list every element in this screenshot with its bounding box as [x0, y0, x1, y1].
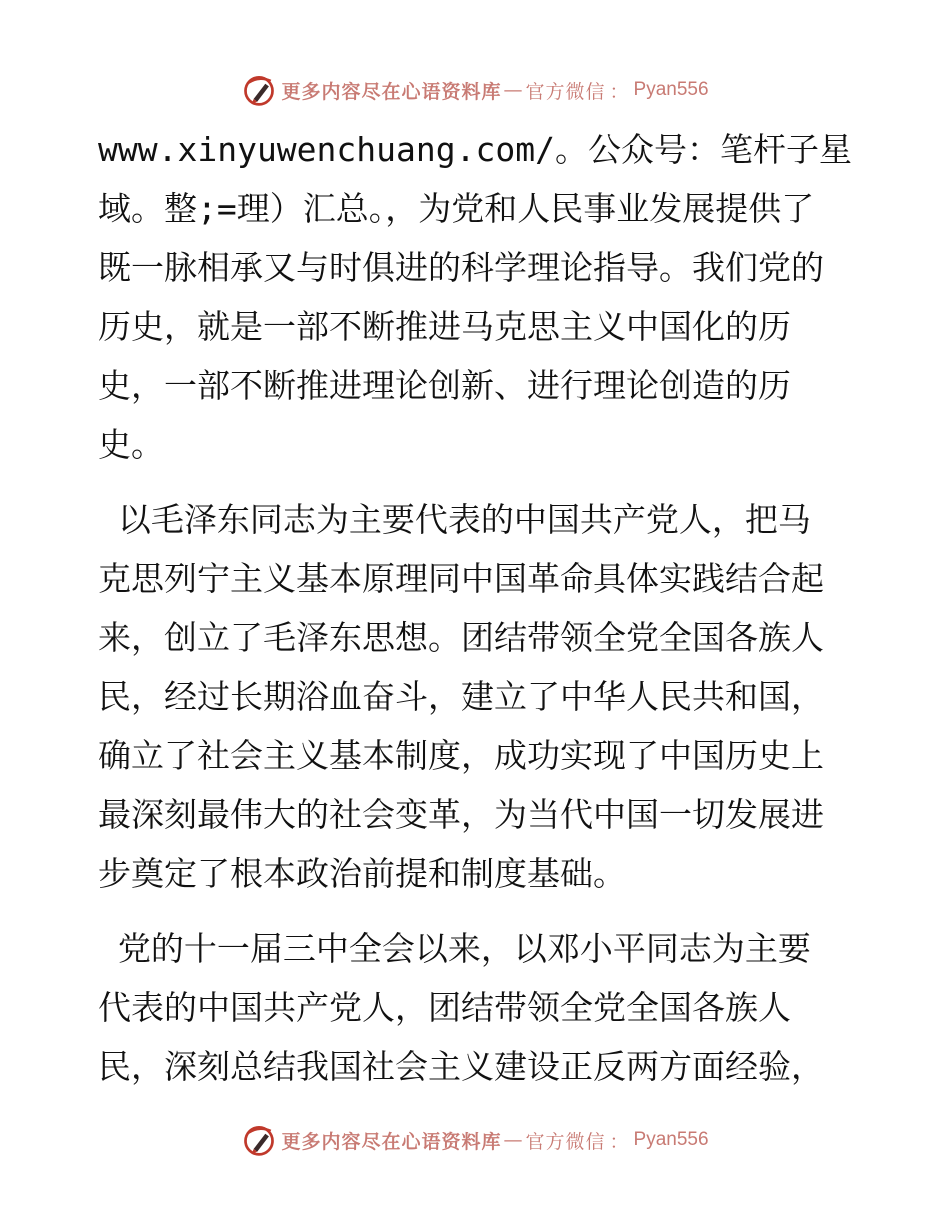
pen-logo-icon: [241, 1122, 277, 1158]
footer-separator: ：: [609, 1130, 630, 1153]
footer-brand-text: 更多内容尽在心语资料库: [281, 1130, 502, 1153]
text-line: 域。整;=理）汇总。，为党和人民事业发展提供了: [98, 189, 815, 228]
text-line: 步奠定了根本政治前提和制度基础。: [98, 854, 626, 893]
footer-dash: —: [503, 1129, 524, 1151]
header-dash: —: [503, 79, 524, 101]
paragraph-gap: [98, 903, 858, 919]
header-watermark: [0, 70, 950, 110]
paragraph-1: [98, 120, 858, 474]
header-wechat-id: Pyan556: [633, 79, 709, 100]
text-line: 代表的中国共产党人，团结带领全党全国各族人: [98, 988, 791, 1027]
pen-logo-icon: [241, 72, 277, 108]
header-separator: ：: [609, 80, 630, 103]
footer-wechat-label: 官方微信: [525, 1130, 606, 1153]
text-line: 既一脉相承又与时俱进的科学理论指导。我们党的: [98, 248, 824, 287]
document-body: [98, 120, 858, 1096]
text-line: 史。: [98, 425, 164, 464]
text-line: 历史，就是一部不断推进马克思主义中国化的历: [98, 307, 791, 346]
paragraph-3: [98, 919, 858, 1096]
header-brand-text: 更多内容尽在心语资料库: [281, 80, 502, 103]
text-line: www.xinyuwenchuang.com/。公众号：笔杆子星: [98, 130, 852, 169]
text-line: 最深刻最伟大的社会变革，为当代中国一切发展进: [98, 795, 824, 834]
footer-watermark: [0, 1120, 950, 1160]
text-line: 史，一部不断推进理论创新、进行理论创造的历: [98, 366, 791, 405]
paragraph-2: [98, 490, 858, 903]
text-line: 以毛泽东同志为主要代表的中国共产党人，把马: [98, 500, 811, 539]
footer-wechat-id: Pyan556: [633, 1129, 709, 1150]
text-line: 民，经过长期浴血奋斗，建立了中华人民共和国，: [98, 677, 824, 716]
text-line: 民，深刻总结我国社会主义建设正反两方面经验，: [98, 1047, 824, 1086]
text-line: 克思列宁主义基本原理同中国革命具体实践结合起: [98, 559, 824, 598]
text-line: 党的十一届三中全会以来，以邓小平同志为主要: [98, 929, 811, 968]
text-line: 确立了社会主义基本制度，成功实现了中国历史上: [98, 736, 824, 775]
text-line: 来，创立了毛泽东思想。团结带领全党全国各族人: [98, 618, 824, 657]
paragraph-gap: [98, 474, 858, 490]
header-wechat-label: 官方微信: [525, 80, 606, 103]
